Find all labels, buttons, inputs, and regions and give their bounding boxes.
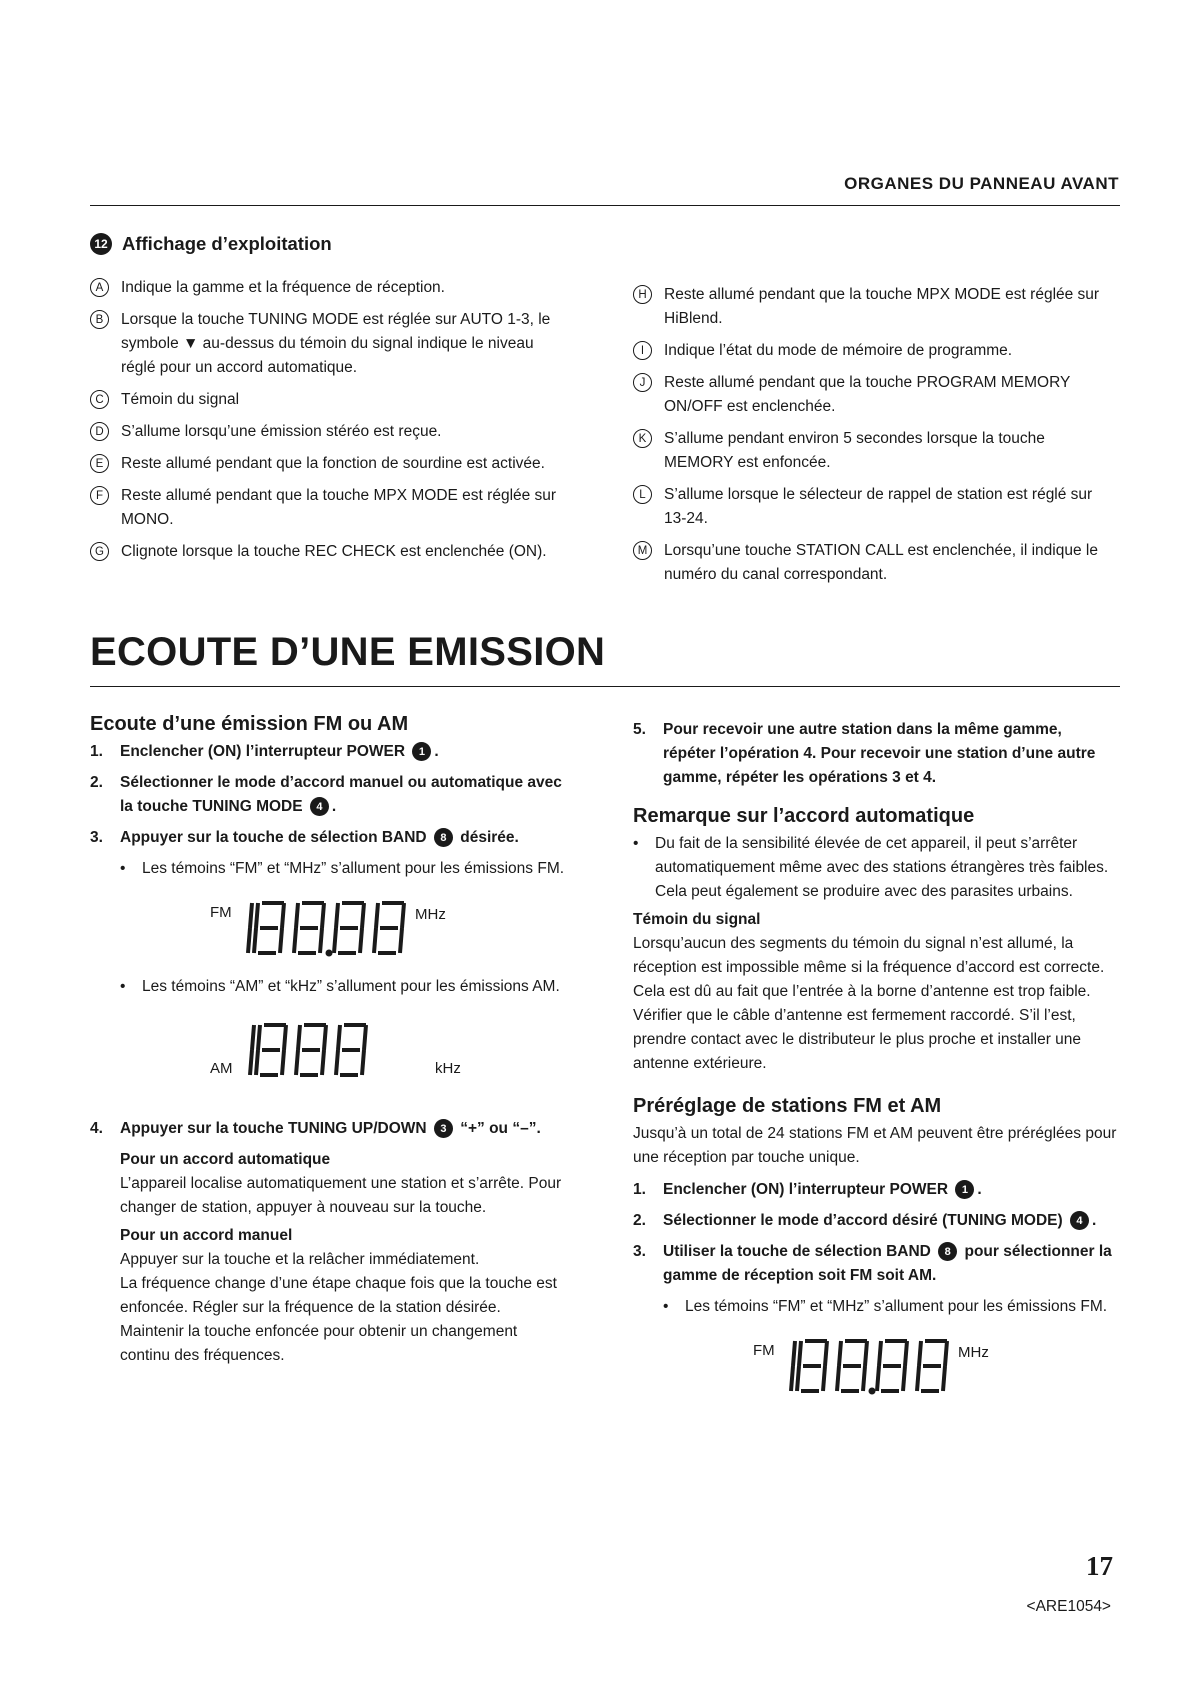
lcd-band-label: FM [210, 904, 232, 921]
signal-text: Lorsqu’aucun des segments du témoin du signal n’est allumé, la réception est impossible même si la fréquence d’accord est correcte. Cela est dû au fait que l’entrée à la borne d’antenne est trop faible. Vérifier que le câble d’antenne est fermement raccordé. S’il l’est, prendre contact avec le distributeur le plus proche et installer une antenne extérieure. [633, 935, 1105, 1072]
step-text: Pour recevoir une autre station dans la même gamme, répéter l’opération 4. Pour recevoir une station d’une autre gamme, répéter les opérations 3 et 4. [663, 721, 1096, 786]
lcd-decimal-point [326, 950, 333, 957]
lcd-fm-digits [238, 899, 508, 961]
display-section-right [633, 283, 1118, 595]
list-item-text: Lorsque la touche TUNING MODE est réglée sur AUTO 1-3, le symbole ▼ au-dessus du témoin du signal indique le niveau réglé pour un accord automatique. [121, 311, 551, 376]
number-1-badge: 1 [955, 1180, 974, 1199]
bullet-am: • Les témoins “AM” et “kHz” s’allument pour les émissions AM. [120, 975, 565, 999]
lcd-decimal-point [869, 1388, 876, 1395]
number-1-badge: 1 [412, 742, 431, 761]
bullet-fm: • Les témoins “FM” et “MHz” s’allument pour les émissions FM. [120, 857, 565, 881]
preset-heading: Préréglage de stations FM et AM [633, 1095, 942, 1117]
auto-heading: Pour un accord automatique [120, 1151, 331, 1168]
step-text: Sélectionner le mode d’accord manuel ou automatique avec la touche TUNING MODE [120, 774, 562, 815]
lcd-digit [254, 903, 284, 953]
lcd-unit-label: MHz [415, 906, 446, 923]
lcd-unit-label: kHz [435, 1060, 461, 1077]
lcd-digit [917, 1341, 947, 1391]
display-section-left [90, 232, 570, 572]
fm-am-heading: Ecoute d’une émission FM ou AM [90, 713, 409, 735]
left-column [90, 712, 565, 1368]
list-item [633, 483, 1118, 531]
step-text: Enclencher (ON) l’interrupteur POWER [663, 1181, 949, 1198]
circled-letter-icon: K [633, 429, 652, 448]
circled-letter-icon: C [90, 390, 109, 409]
lcd-am-digits [240, 1021, 400, 1083]
list-item [90, 388, 570, 412]
list-item-text: Reste allumé pendant que la touche MPX MODE est réglée sur MONO. [121, 487, 557, 528]
number-4-badge: 4 [310, 797, 329, 816]
remark-heading: Remarque sur l’accord automatique [633, 805, 975, 827]
lcd-unit-label: MHz [958, 1344, 989, 1361]
right-lettered-list [633, 283, 1118, 587]
lcd-digit [791, 1341, 795, 1391]
number-4-badge: 4 [1070, 1211, 1089, 1230]
bullet-text: Les témoins “FM” et “MHz” s’allument pour les émissions FM. [685, 1298, 1108, 1315]
left-lettered-list [90, 276, 570, 564]
lcd-am-display [90, 1017, 565, 1087]
step-number: 1. [90, 743, 103, 760]
circled-letter-icon: D [90, 422, 109, 441]
lcd-digit [334, 903, 364, 953]
remark-text: Du fait de la sensibilité élevée de cet appareil, il peut s’arrêter automatiquement même avec des stations étrangères très faibles. Cela peut également se produire avec des parasites urbains. [655, 835, 1109, 900]
list-item-text: S’allume lorsque le sélecteur de rappel de station est réglé sur 13-24. [664, 486, 1093, 527]
signal-heading: Témoin du signal [633, 911, 761, 928]
lcd-digit [250, 1025, 254, 1075]
header-rule [90, 205, 1120, 206]
step-text-after: pour sélectionner la gamme de réception soit FM soit AM. [663, 1243, 1112, 1284]
circled-letter-icon: F [90, 486, 109, 505]
manual-text-2: La fréquence change d’une étape chaque fois que la touche est enfoncée. Régler sur la fréquence de la station désirée. [120, 1275, 557, 1316]
step-text: Appuyer sur la touche de sélection BAND [120, 829, 427, 846]
list-item [633, 283, 1118, 331]
list-item-text: Clignote lorsque la touche REC CHECK est enclenchée (ON). [121, 543, 547, 560]
step-5 [633, 718, 1118, 790]
lcd-digit [336, 1025, 366, 1075]
lcd-digit [877, 1341, 907, 1391]
step-text: Sélectionner le mode d’accord désiré (TUNING MODE) [663, 1212, 1063, 1229]
bullet-text: Les témoins “AM” et “kHz” s’allument pour les émissions AM. [142, 978, 560, 995]
lcd-digit [256, 1025, 286, 1075]
list-item [90, 452, 570, 476]
preset-step-1: 1. Enclencher (ON) l’interrupteur POWER 1 . [633, 1178, 1118, 1202]
step-text: Utiliser la touche de sélection BAND [663, 1243, 931, 1260]
circled-letter-icon: M [633, 541, 652, 560]
step-number: 3. [90, 829, 103, 846]
lcd-band-label: FM [753, 1342, 775, 1359]
number-12-badge: 12 [90, 233, 112, 255]
list-item-text: Indique l’état du mode de mémoire de programme. [664, 342, 1013, 359]
circled-letter-icon: H [633, 285, 652, 304]
lcd-digit [248, 903, 252, 953]
display-title-text: Affichage d’exploitation [122, 233, 332, 254]
list-item-text: Témoin du signal [121, 391, 240, 408]
step-2: 2. Sélectionner le mode d’accord manuel ou automatique avec la touche TUNING MODE 4 . [90, 771, 565, 819]
lcd-fm-display [90, 891, 565, 961]
step-text: Enclencher (ON) l’interrupteur POWER [120, 743, 406, 760]
list-item [633, 339, 1118, 363]
document-code: <ARE1054> [1026, 1598, 1111, 1615]
page-number: 17 [1086, 1551, 1113, 1581]
list-item-text: Lorsqu’une touche STATION CALL est enclenchée, il indique le numéro du canal correspondant. [664, 542, 1098, 583]
list-item-text: Reste allumé pendant que la touche PROGRAM MEMORY ON/OFF est enclenchée. [664, 374, 1071, 415]
manual-text-3: Maintenir la touche enfoncée pour obtenir un changement continu des fréquences. [120, 1323, 518, 1364]
step-4 [90, 1117, 565, 1141]
circled-letter-icon: E [90, 454, 109, 473]
circled-letter-icon: G [90, 542, 109, 561]
step-text: Appuyer sur la touche TUNING UP/DOWN [120, 1120, 427, 1137]
lcd-fm-digits [781, 1337, 1051, 1399]
step-number: 2. [90, 774, 103, 791]
number-3-badge: 3 [434, 1119, 453, 1138]
list-item-text: S’allume pendant environ 5 secondes lorsque la touche MEMORY est enfoncée. [664, 430, 1045, 471]
list-item-text: Reste allumé pendant que la fonction de sourdine est activée. [121, 455, 545, 472]
step-number: 4. [90, 1120, 103, 1137]
list-item [633, 371, 1118, 419]
step-text-after: “+” ou “–”. [460, 1120, 541, 1137]
lcd-digit [837, 1341, 867, 1391]
list-item [90, 420, 570, 444]
display-section-title [90, 232, 570, 256]
list-item-text: Indique la gamme et la fréquence de réception. [121, 279, 445, 296]
preset-bullet-fm: • Les témoins “FM” et “MHz” s’allument pour les émissions FM. [663, 1295, 1118, 1319]
preset-step-3 [633, 1240, 1118, 1288]
number-8-badge: 8 [938, 1242, 957, 1261]
preset-step-2: 2. Sélectionner le mode d’accord désiré (TUNING MODE) 4 . [633, 1209, 1118, 1233]
right-column [633, 718, 1118, 1409]
circled-letter-icon: L [633, 485, 652, 504]
list-item [90, 276, 570, 300]
list-item [90, 540, 570, 564]
circled-letter-icon: J [633, 373, 652, 392]
list-item-text: Reste allumé pendant que la touche MPX MODE est réglée sur HiBlend. [664, 286, 1100, 327]
circled-letter-icon: B [90, 310, 109, 329]
lcd-fm-display-2 [633, 1329, 1118, 1399]
list-item [633, 539, 1118, 587]
list-item [633, 427, 1118, 475]
circled-letter-icon: I [633, 341, 652, 360]
lcd-digit [797, 1341, 827, 1391]
list-item [90, 308, 570, 380]
lcd-digit [296, 1025, 326, 1075]
manual-heading: Pour un accord manuel [120, 1227, 293, 1244]
list-item [90, 484, 570, 532]
step-text-after: désirée. [460, 829, 519, 846]
manual-text-1: Appuyer sur la touche et la relâcher immédiatement. [120, 1251, 480, 1268]
number-8-badge: 8 [434, 828, 453, 847]
step-3 [90, 826, 565, 850]
list-item-text: S’allume lorsqu’une émission stéréo est reçue. [121, 423, 442, 440]
preset-text: Jusqu’à un total de 24 stations FM et AM peuvent être préréglées pour une réception par touche unique. [633, 1125, 1117, 1166]
remark-bullet: • Du fait de la sensibilité élevée de cet appareil, il peut s’arrêter automatiquement même avec des stations étrangères très faibles. Cela peut également se produire avec des parasites urbains. [633, 832, 1118, 904]
lcd-band-label: AM [210, 1060, 233, 1077]
auto-text: L’appareil localise automatiquement une station et s’arrête. Pour changer de station, appuyer à nouveau sur la touche. [120, 1175, 562, 1216]
main-title: ECOUTE D’UNE EMISSION [90, 630, 606, 674]
step-number: 5. [633, 721, 646, 738]
lcd-digit [294, 903, 324, 953]
step-1: 1. Enclencher (ON) l’interrupteur POWER 1 . [90, 740, 565, 764]
step-number: 2. [633, 1212, 646, 1229]
lcd-digit [374, 903, 404, 953]
bullet-text: Les témoins “FM” et “MHz” s’allument pour les émissions FM. [142, 860, 565, 877]
step-number: 3. [633, 1243, 646, 1260]
step-number: 1. [633, 1181, 646, 1198]
circled-letter-icon: A [90, 278, 109, 297]
title-rule [90, 686, 1120, 687]
section-header: ORGANES DU PANNEAU AVANT [844, 174, 1119, 193]
